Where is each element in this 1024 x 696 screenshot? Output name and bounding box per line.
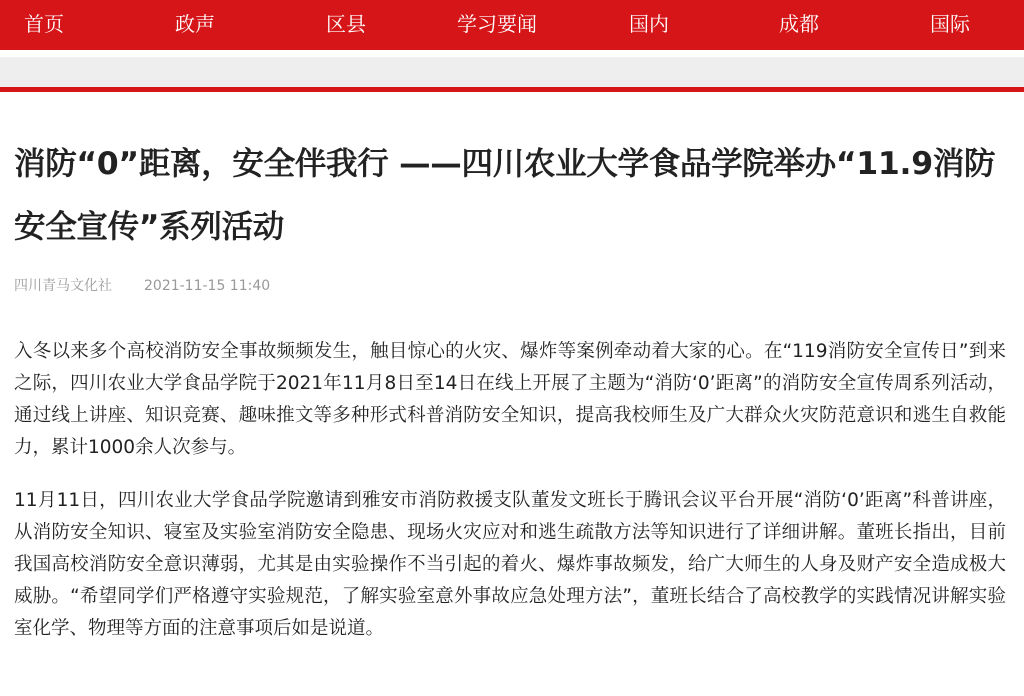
nav-item-international[interactable]: 国际 xyxy=(930,12,970,36)
article-source: 四川青马文化社 xyxy=(14,278,112,294)
nav-item-home[interactable]: 首页 xyxy=(24,12,64,36)
header-divider xyxy=(0,87,1024,92)
nav-item-politics[interactable]: 政声 xyxy=(175,12,215,36)
nav-item-study-news[interactable]: 学习要闻 xyxy=(457,12,537,36)
article-datetime: 2021-11-15 11:40 xyxy=(144,278,271,294)
top-nav xyxy=(0,0,1024,50)
article-paragraph: 11月11日，四川农业大学食品学院邀请到雅安市消防救援支队董发文班长于腾讯会议平台开展“消防‘0’距离”科普讲座，从消防安全知识、寝室及实验室消防安全隐患、现场火灾应对和逃生疏散方法等知识进行了详细讲解。董班长指出，目前我国高校消防安全意识薄弱，尤其是由实验操作不当引起的着火、爆炸事故频发，给广大师生的人身及财产安全造成极大威胁。“希望同学们严格遵守实验规范，了解实验室意外事故应急处理方法”，董班长结合了高校教学的实践情况讲解实验室化学、物理等方面的注意事项后如是说道。 xyxy=(14,490,1006,639)
article-meta xyxy=(14,276,270,296)
sub-nav-bar xyxy=(0,57,1024,87)
article-title: 消防“0”距离，安全伴我行 ——四川农业大学食品学院举办“11.9消防安全宣传”系列活动 xyxy=(14,146,996,245)
nav-item-domestic[interactable]: 国内 xyxy=(629,12,669,36)
article-paragraph: 入冬以来多个高校消防安全事故频频发生，触目惊心的火灾、爆炸等案例牵动着大家的心。在“119消防安全宣传日”到来之际，四川农业大学食品学院于2021年11月8日至14日在线上开展了主题为“消防‘0’距离”的消防安全宣传周系列活动，通过线上讲座、知识竞赛、趣味推文等多种形式科普消防安全知识，提高我校师生及广大群众火灾防范意识和逃生自救能力，累计1000余人次参与。 xyxy=(14,341,1006,458)
nav-item-chengdu[interactable]: 成都 xyxy=(779,12,819,36)
nav-item-districts[interactable]: 区县 xyxy=(326,12,366,36)
